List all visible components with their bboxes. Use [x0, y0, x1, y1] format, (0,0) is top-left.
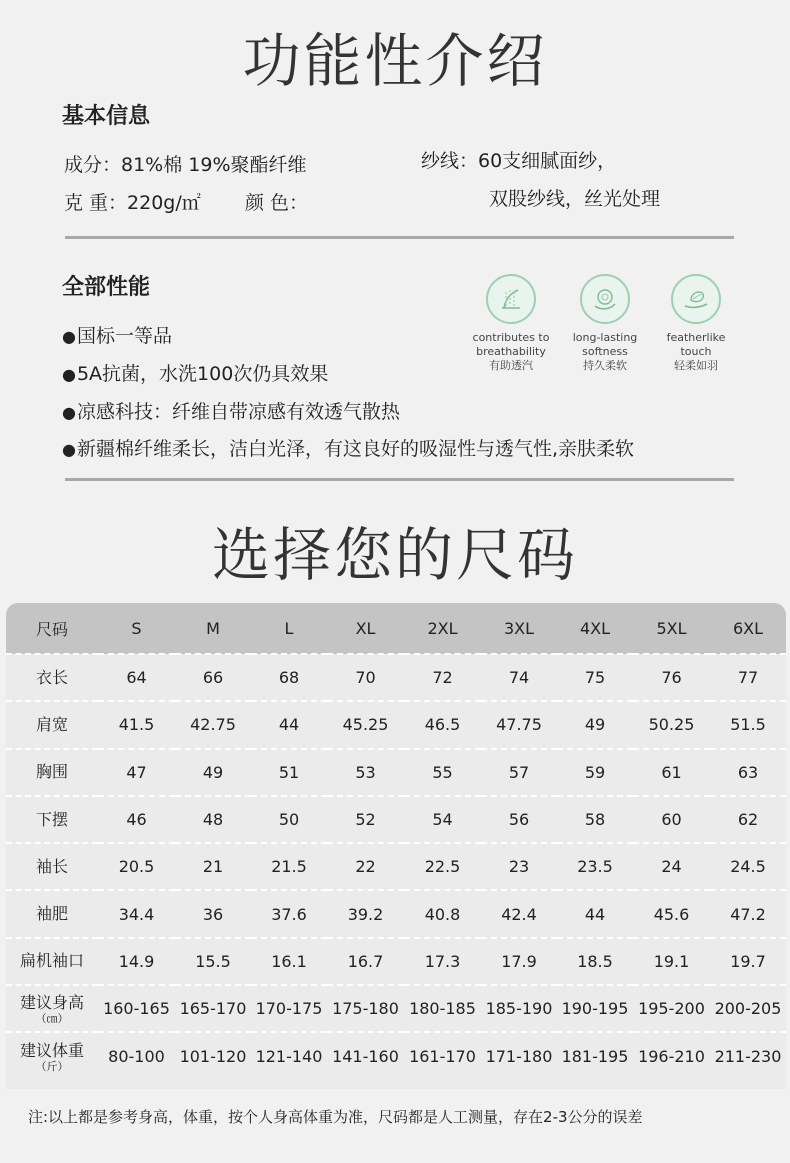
performance-bullet: ●国标一等品 [62, 325, 172, 347]
table-cell: 39.2 [347, 904, 384, 924]
table-cell: 211-230 [714, 1047, 782, 1067]
table-cell: 61 [661, 762, 682, 782]
table-cell: 47.2 [730, 904, 766, 924]
table-cell: 57 [508, 762, 530, 782]
table-row [6, 843, 786, 890]
row-label: 建议身高 （㎝） [19, 992, 84, 1025]
table-cell: 165-170 [179, 999, 247, 1019]
table-cell: 16.1 [271, 951, 307, 971]
table-row [6, 985, 786, 1032]
table-cell: 18.5 [577, 951, 613, 971]
table-cell: 50.25 [648, 715, 695, 735]
row-label: 袖肥 [35, 904, 68, 924]
table-cell: 22 [355, 857, 376, 877]
table-cell: 15.5 [195, 951, 231, 971]
table-cell: 40.8 [424, 904, 461, 924]
performance-heading: 全部性能 [62, 275, 151, 300]
table-cell: 49 [202, 762, 224, 782]
table-cell: 52 [355, 810, 376, 830]
table-cell: 63 [737, 762, 759, 782]
row-label: 肩宽 [35, 714, 68, 734]
header-cell: XL [355, 618, 376, 638]
table-cell: 56 [508, 810, 530, 830]
composition-text: 成分：81%棉 19%聚酯纤维 [64, 154, 307, 176]
table-row [6, 701, 786, 748]
table-cell: 180-185 [409, 999, 476, 1019]
table-cell: 36 [202, 904, 224, 924]
table-cell: 21.5 [271, 857, 307, 877]
table-cell: 45.25 [342, 715, 389, 735]
table-cell: 195-200 [638, 999, 705, 1019]
row-label: 胸围 [35, 762, 68, 782]
size-table [6, 603, 786, 1089]
performance-bullet: ●新疆棉纤维柔长，洁白光泽，有这良好的吸湿性与透气性,亲肤柔软 [62, 438, 635, 460]
table-cell: 22.5 [424, 857, 461, 877]
table-cell: 54 [432, 810, 453, 830]
table-cell: 74 [508, 668, 530, 688]
table-cell: 101-120 [179, 1047, 247, 1067]
table-cell: 17.9 [501, 951, 537, 971]
table-cell: 47.75 [496, 715, 542, 735]
size-section-title: 选择您的尺码 [211, 521, 578, 589]
header-cell: 4XL [579, 618, 611, 638]
table-cell: 58 [584, 810, 606, 830]
table-cell: 20.5 [118, 857, 155, 877]
row-label: 衣长 [35, 667, 68, 687]
row-label: 建议体重 （斤） [19, 1040, 84, 1073]
table-row [6, 654, 786, 701]
table-cell: 161-170 [409, 1047, 476, 1067]
table-cell: 44 [278, 715, 300, 735]
table-cell: 17.3 [424, 951, 461, 971]
table-cell: 19.7 [730, 951, 766, 971]
table-cell: 46.5 [424, 715, 461, 735]
table-cell: 121-140 [255, 1047, 323, 1067]
table-cell: 181-195 [561, 1047, 629, 1067]
table-cell: 24 [661, 857, 682, 877]
feather-icon [671, 274, 721, 324]
header-cell: S [131, 618, 142, 638]
table-cell: 21 [202, 857, 224, 877]
table-cell: 44 [584, 904, 606, 924]
softness-icon [580, 274, 630, 324]
table-cell: 50 [278, 810, 300, 830]
section-divider [65, 236, 734, 239]
table-row [6, 1032, 786, 1079]
performance-bullet: ●5A抗菌，水洗100次仍具效果 [62, 363, 329, 385]
section-divider [65, 478, 734, 481]
table-cell: 185-190 [485, 999, 553, 1019]
table-cell: 47 [126, 762, 147, 782]
table-cell: 170-175 [255, 999, 323, 1019]
header-cell: M [206, 618, 220, 638]
header-cell: 3XL [503, 618, 535, 638]
table-cell: 72 [432, 668, 453, 688]
table-cell: 64 [126, 668, 147, 688]
table-row [6, 749, 786, 796]
breathability-icon [486, 274, 536, 324]
table-cell: 48 [202, 810, 224, 830]
page-title: 功能性介绍 [242, 27, 548, 95]
table-cell: 62 [737, 810, 759, 830]
table-cell: 49 [584, 715, 606, 735]
table-cell: 171-180 [485, 1047, 553, 1067]
table-cell: 46 [126, 810, 147, 830]
table-cell: 200-205 [714, 999, 782, 1019]
table-row [6, 890, 786, 937]
table-cell: 76 [661, 668, 682, 688]
header-cell: 尺码 [35, 619, 68, 639]
header-cell: L [284, 618, 294, 638]
feature-breathability: contributes to breathability 有助透汽 [461, 274, 561, 373]
table-cell: 45.6 [653, 904, 690, 924]
performance-bullet: ●凉感科技：纤维自带凉感有效透气散热 [62, 401, 400, 423]
table-cell: 141-160 [332, 1047, 399, 1067]
table-cell: 68 [278, 668, 300, 688]
table-cell: 24.5 [730, 857, 766, 877]
table-row [6, 938, 786, 985]
table-cell: 175-180 [332, 999, 399, 1019]
table-cell: 51.5 [730, 715, 766, 735]
table-cell: 75 [584, 668, 606, 688]
table-cell: 37.6 [271, 904, 307, 924]
table-cell: 66 [202, 668, 224, 688]
table-cell: 16.7 [347, 951, 384, 971]
table-cell: 51 [278, 762, 300, 782]
header-cell: 5XL [656, 618, 687, 638]
table-cell: 42.75 [190, 715, 236, 735]
feature-feather: featherlike touch 轻柔如羽 [646, 274, 746, 373]
table-cell: 70 [355, 668, 376, 688]
header-cell: 2XL [427, 618, 458, 638]
yarn-text-line1: 纱线：60支细腻面纱， [421, 150, 617, 172]
table-cell: 59 [584, 762, 606, 782]
table-cell: 190-195 [561, 999, 629, 1019]
row-label: 袖长 [35, 856, 68, 876]
table-cell: 80-100 [108, 1047, 165, 1067]
table-cell: 14.9 [118, 951, 155, 971]
yarn-text-line2: 双股纱线，丝光处理 [489, 188, 661, 210]
table-cell: 34.4 [118, 904, 155, 924]
table-cell: 23.5 [577, 857, 613, 877]
color-text: 颜 色： [245, 192, 309, 214]
table-cell: 41.5 [118, 715, 155, 735]
table-cell: 196-210 [638, 1047, 705, 1067]
size-table-header [6, 603, 786, 654]
table-row [6, 796, 786, 843]
table-cell: 55 [432, 762, 453, 782]
table-cell: 23 [508, 857, 530, 877]
weight-text: 克 重：220g/㎡ [64, 192, 201, 214]
feature-softness: long-lasting softness 持久柔软 [555, 274, 655, 373]
table-cell: 42.4 [501, 904, 537, 924]
table-cell: 160-165 [103, 999, 170, 1019]
table-cell: 53 [355, 762, 376, 782]
size-note: 注:以上都是参考身高，体重，按个人身高体重为准，尺码都是人工测量，存在2-3公分的误差 [28, 1108, 643, 1126]
table-cell: 60 [661, 810, 682, 830]
table-cell: 19.1 [653, 951, 690, 971]
basic-info-heading: 基本信息 [62, 104, 151, 129]
row-label: 扁机袖口 [19, 951, 84, 971]
row-label: 下摆 [35, 809, 68, 829]
table-cell: 77 [737, 668, 759, 688]
header-cell: 6XL [732, 618, 764, 638]
